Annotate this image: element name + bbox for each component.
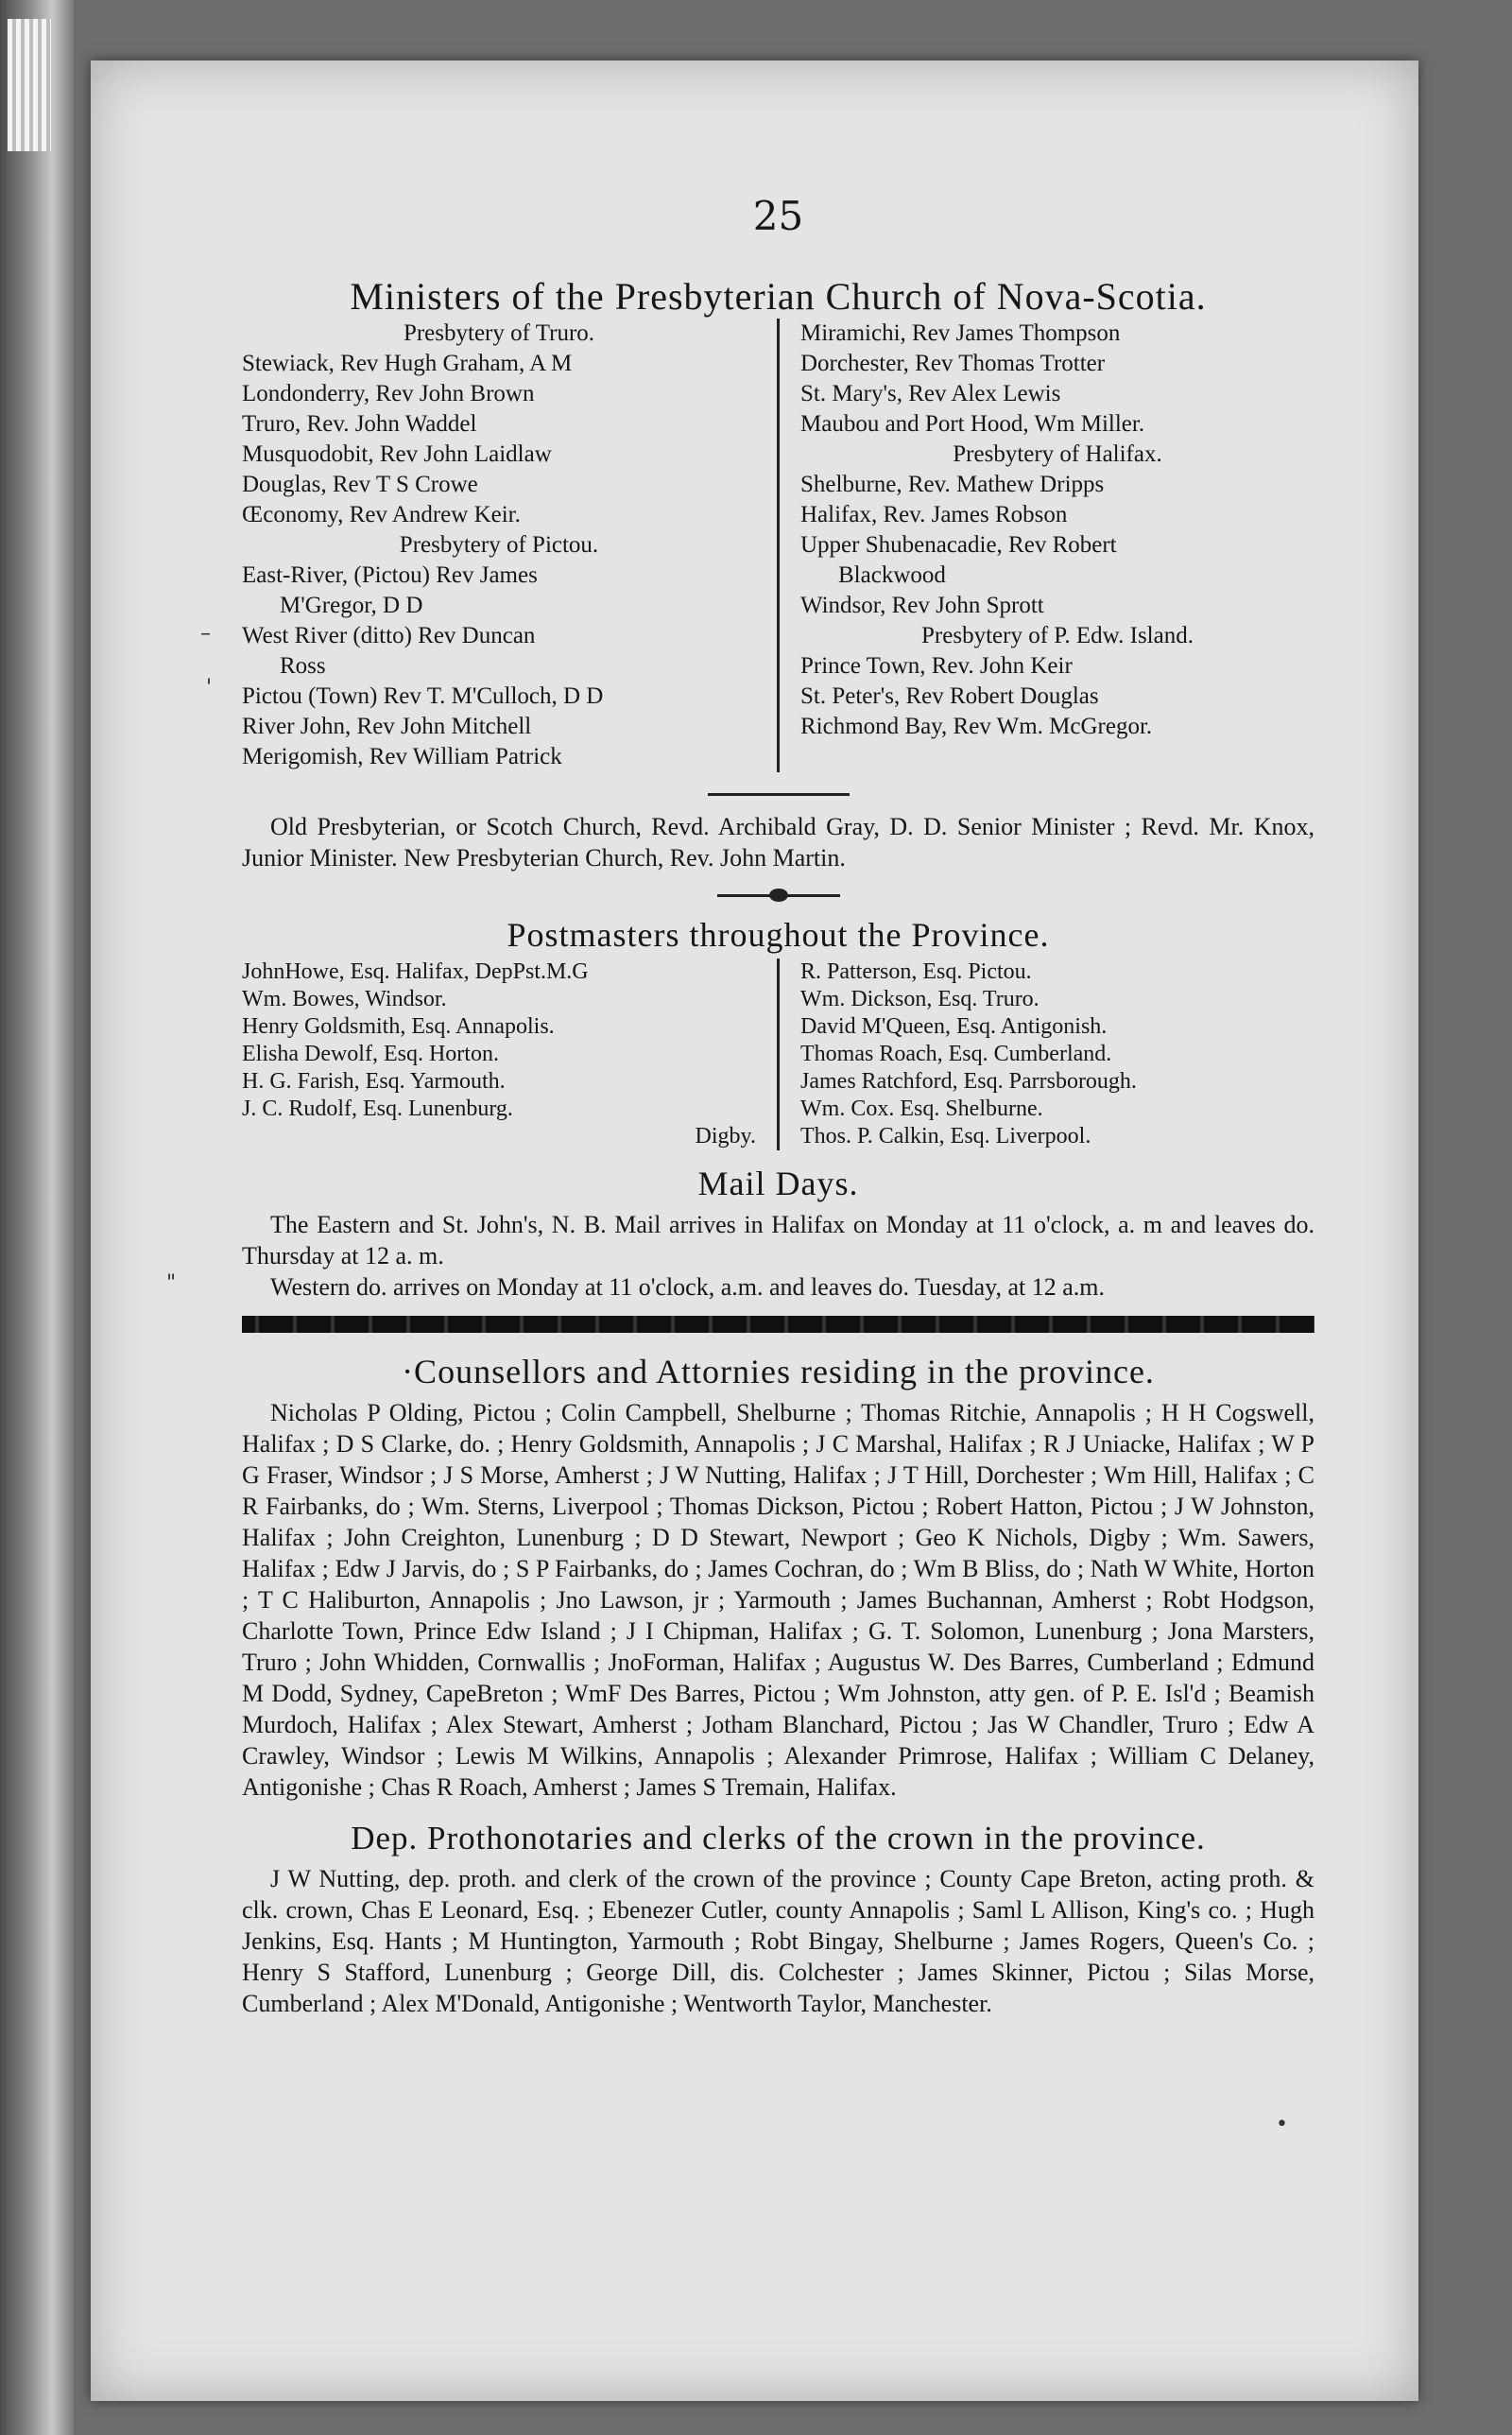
ministers-columns <box>242 319 1314 772</box>
minister-entry: Prince Town, Rev. John Keir <box>800 653 1073 679</box>
minister-entry: Shelburne, Rev. Mathew Dripps <box>800 472 1105 497</box>
postmaster-entry: Henry Goldsmith, Esq. Annapolis. <box>242 1014 555 1039</box>
margin-mark: – <box>200 622 211 646</box>
postmaster-entry: Digby. <box>695 1124 756 1148</box>
presbytery-subheading: Presbytery of Truro. <box>403 320 595 346</box>
book-binding <box>0 0 74 2435</box>
postmaster-entry: David M'Queen, Esq. Antigonish. <box>800 1014 1108 1039</box>
postmaster-entry: Wm. Cox. Esq. Shelburne. <box>800 1097 1043 1121</box>
minister-entry: Londonderry, Rev John Brown <box>242 381 535 406</box>
postmasters-heading: Postmasters throughout the Province. <box>507 916 1050 954</box>
old-presbyterian-text: Old Presbyterian, or Scotch Church, Revd. Archibald Gray, D. D. Senior Minister ; Revd. Mr. Knox, Junior Minister. New Presbyterian Church, Rev. John Martin. <box>242 813 1314 872</box>
prothonotaries-text: J W Nutting, dep. proth. and clerk of the crown of the province ; County Cape Breton, acting proth. & clk. crown, Chas E Leonard, Esq. ; Ebenezer Cutler, county Annapolis ; Saml L Allison, King's co. ; Hugh Jenkins, Esq. Hants ; M Huntington, Yarmouth ; Robt Bingay, Shelburne ; James Rogers, Queen's Co. ; Henry S Stafford, Lunenburg ; George Dill, dis. Colchester ; James Skinner, Pictou ; Silas Morse, Cumberland ; Alex M'Donald, Antigonishe ; Wentworth Taylor, Manchester. <box>242 1865 1314 2017</box>
prothonotaries-paragraph <box>242 1863 1314 2019</box>
postmaster-entry: Thos. P. Calkin, Esq. Liverpool. <box>800 1124 1091 1148</box>
ornament-divider <box>717 889 840 902</box>
page-number: 25 <box>752 193 804 239</box>
minister-entry: Blackwood <box>838 562 946 588</box>
mail-text-1: The Eastern and St. John's, N. B. Mail arrives in Halifax on Monday at 11 o'clock, a. m and leaves do. Thursday at 12 a. m. <box>242 1211 1314 1269</box>
ministers-right-column <box>780 319 1314 772</box>
ministers-left-column <box>242 319 780 772</box>
counsellors-paragraph <box>242 1397 1314 1803</box>
postmaster-entry: H. G. Farish, Esq. Yarmouth. <box>242 1069 506 1094</box>
minister-entry: East-River, (Pictou) Rev James <box>242 562 538 588</box>
counsellors-text: Nicholas P Olding, Pictou ; Colin Campbell, Shelburne ; Thomas Ritchie, Annapolis ; H H Cogswell, Halifax ; D S Clarke, do. ; Henry Goldsmith, Annapolis ; J C Marshal, Halifax ; R J Uniacke, Halifax ; W P G Fraser, Windsor ; J S Morse, Amherst ; J W Nutting, Halifax ; J T Hill, Dorchester ; Wm Hill, Halifax ; C R Fairbanks, do ; Wm. Sterns, Liverpool ; Thomas Dickson, Pictou ; Robert Hatton, Pictou ; J W Johnston, Halifax ; John Creighton, Lunenburg ; D D Stewart, Newport ; Geo K Nichols, Digby ; Wm. Sawers, Halifax ; Edw J Jarvis, do ; S P Fairbanks, do ; James Cochran, do ; Wm B Bliss, do ; Nath W White, Horton ; T C Haliburton, Annapolis ; Jno Lawson, jr ; Yarmouth ; James Buchannan, Amherst ; Robt Hodgson, Charlotte Town, Prince Edw Island ; J I Chipman, Halifax ; G. T. Solomon, Lunenburg ; Jona Marsters, Truro ; John Whidden, Cornwallis ; JnoForman, Halifax ; Augustus W. Des Barres, Cumberland ; Edmund M Dodd, Sydney, CapeBreton ; WmF Des Barres, Pictou ; Wm Johnston, atty gen. of P. E. Isl'd ; Beamish Murdoch, Halifax ; Alex Stewart, Amherst ; Jotham Blanchard, Pictou ; Jas W Chandler, Truro ; Edw A Crawley, Windsor ; Lewis M Wilkins, Annapolis ; Alexander Primrose, Halifax ; William C Delaney, Antigonishe ; Chas R Roach, Amherst ; James S Tremain, Halifax. <box>242 1399 1314 1801</box>
postmasters-columns <box>242 958 1314 1150</box>
document-page <box>91 60 1418 2401</box>
margin-mark: • <box>1276 2113 1288 2136</box>
postmaster-entry: Wm. Dickson, Esq. Truro. <box>800 987 1040 1011</box>
minister-entry: Maubou and Port Hood, Wm Miller. <box>800 411 1145 437</box>
prothonotaries-heading: Dep. Prothonotaries and clerks of the crown in the province. <box>351 1820 1206 1856</box>
minister-entry: Musquodobit, Rev John Laidlaw <box>242 441 552 467</box>
counsellors-heading: ·Counsellors and Attornies residing in the province. <box>402 1353 1155 1390</box>
minister-entry: Merigomish, Rev William Patrick <box>242 744 562 769</box>
postmaster-entry: R. Patterson, Esq. Pictou. <box>800 959 1032 984</box>
postmasters-right-column <box>780 958 1314 1150</box>
minister-entry: M'Gregor, D D <box>280 593 423 618</box>
minister-entry: West River (ditto) Rev Duncan <box>242 623 536 648</box>
postmaster-entry: Elisha Dewolf, Esq. Horton. <box>242 1042 499 1066</box>
presbytery-subheading: Presbytery of Halifax. <box>953 441 1162 467</box>
postmaster-entry: Thomas Roach, Esq. Cumberland. <box>800 1042 1112 1066</box>
section-divider <box>708 793 850 796</box>
old-presbyterian-paragraph <box>242 811 1314 873</box>
mail-days-heading: Mail Days. <box>697 1165 859 1202</box>
mail-paragraph-1 <box>242 1209 1314 1271</box>
minister-entry: Pictou (Town) Rev T. M'Culloch, D D <box>242 683 604 709</box>
minister-entry: Windsor, Rev John Sprott <box>800 593 1044 618</box>
mail-text-2: Western do. arrives on Monday at 11 o'clock, a.m. and leaves do. Tuesday, at 12 a.m. <box>270 1273 1106 1301</box>
minister-entry: Dorchester, Rev Thomas Trotter <box>800 351 1106 376</box>
postmaster-entry: Wm. Bowes, Windsor. <box>242 987 447 1011</box>
ministers-heading: Ministers of the Presbyterian Church of Nova-Scotia. <box>350 275 1207 318</box>
minister-entry: St. Mary's, Rev Alex Lewis <box>800 381 1061 406</box>
thick-divider <box>242 1316 1314 1333</box>
mail-paragraph-2 <box>242 1271 1314 1303</box>
minister-entry: Douglas, Rev T S Crowe <box>242 472 478 497</box>
margin-mark: " <box>166 1271 177 1295</box>
minister-entry: Truro, Rev. John Waddel <box>242 411 477 437</box>
minister-entry: Halifax, Rev. James Robson <box>800 502 1068 527</box>
minister-entry: Œconomy, Rev Andrew Keir. <box>242 502 521 527</box>
minister-entry: Miramichi, Rev James Thompson <box>800 320 1121 346</box>
postmaster-entry: JohnHowe, Esq. Halifax, DepPst.M.G <box>242 959 589 984</box>
postmaster-entry: James Ratchford, Esq. Parrsborough. <box>800 1069 1137 1094</box>
binding-thread <box>8 19 51 151</box>
minister-entry: Richmond Bay, Rev Wm. McGregor. <box>800 714 1153 739</box>
minister-entry: Ross <box>280 653 326 679</box>
margin-mark: ' <box>206 676 213 699</box>
minister-entry: River John, Rev John Mitchell <box>242 714 532 739</box>
postmasters-left-column <box>242 958 780 1150</box>
minister-entry: Stewiack, Rev Hugh Graham, A M <box>242 351 573 376</box>
minister-entry: St. Peter's, Rev Robert Douglas <box>800 683 1099 709</box>
presbytery-subheading: Presbytery of Pictou. <box>399 532 599 558</box>
presbytery-subheading: Presbytery of P. Edw. Island. <box>921 623 1194 648</box>
postmaster-entry: J. C. Rudolf, Esq. Lunenburg. <box>242 1097 513 1121</box>
minister-entry: Upper Shubenacadie, Rev Robert <box>800 532 1117 558</box>
